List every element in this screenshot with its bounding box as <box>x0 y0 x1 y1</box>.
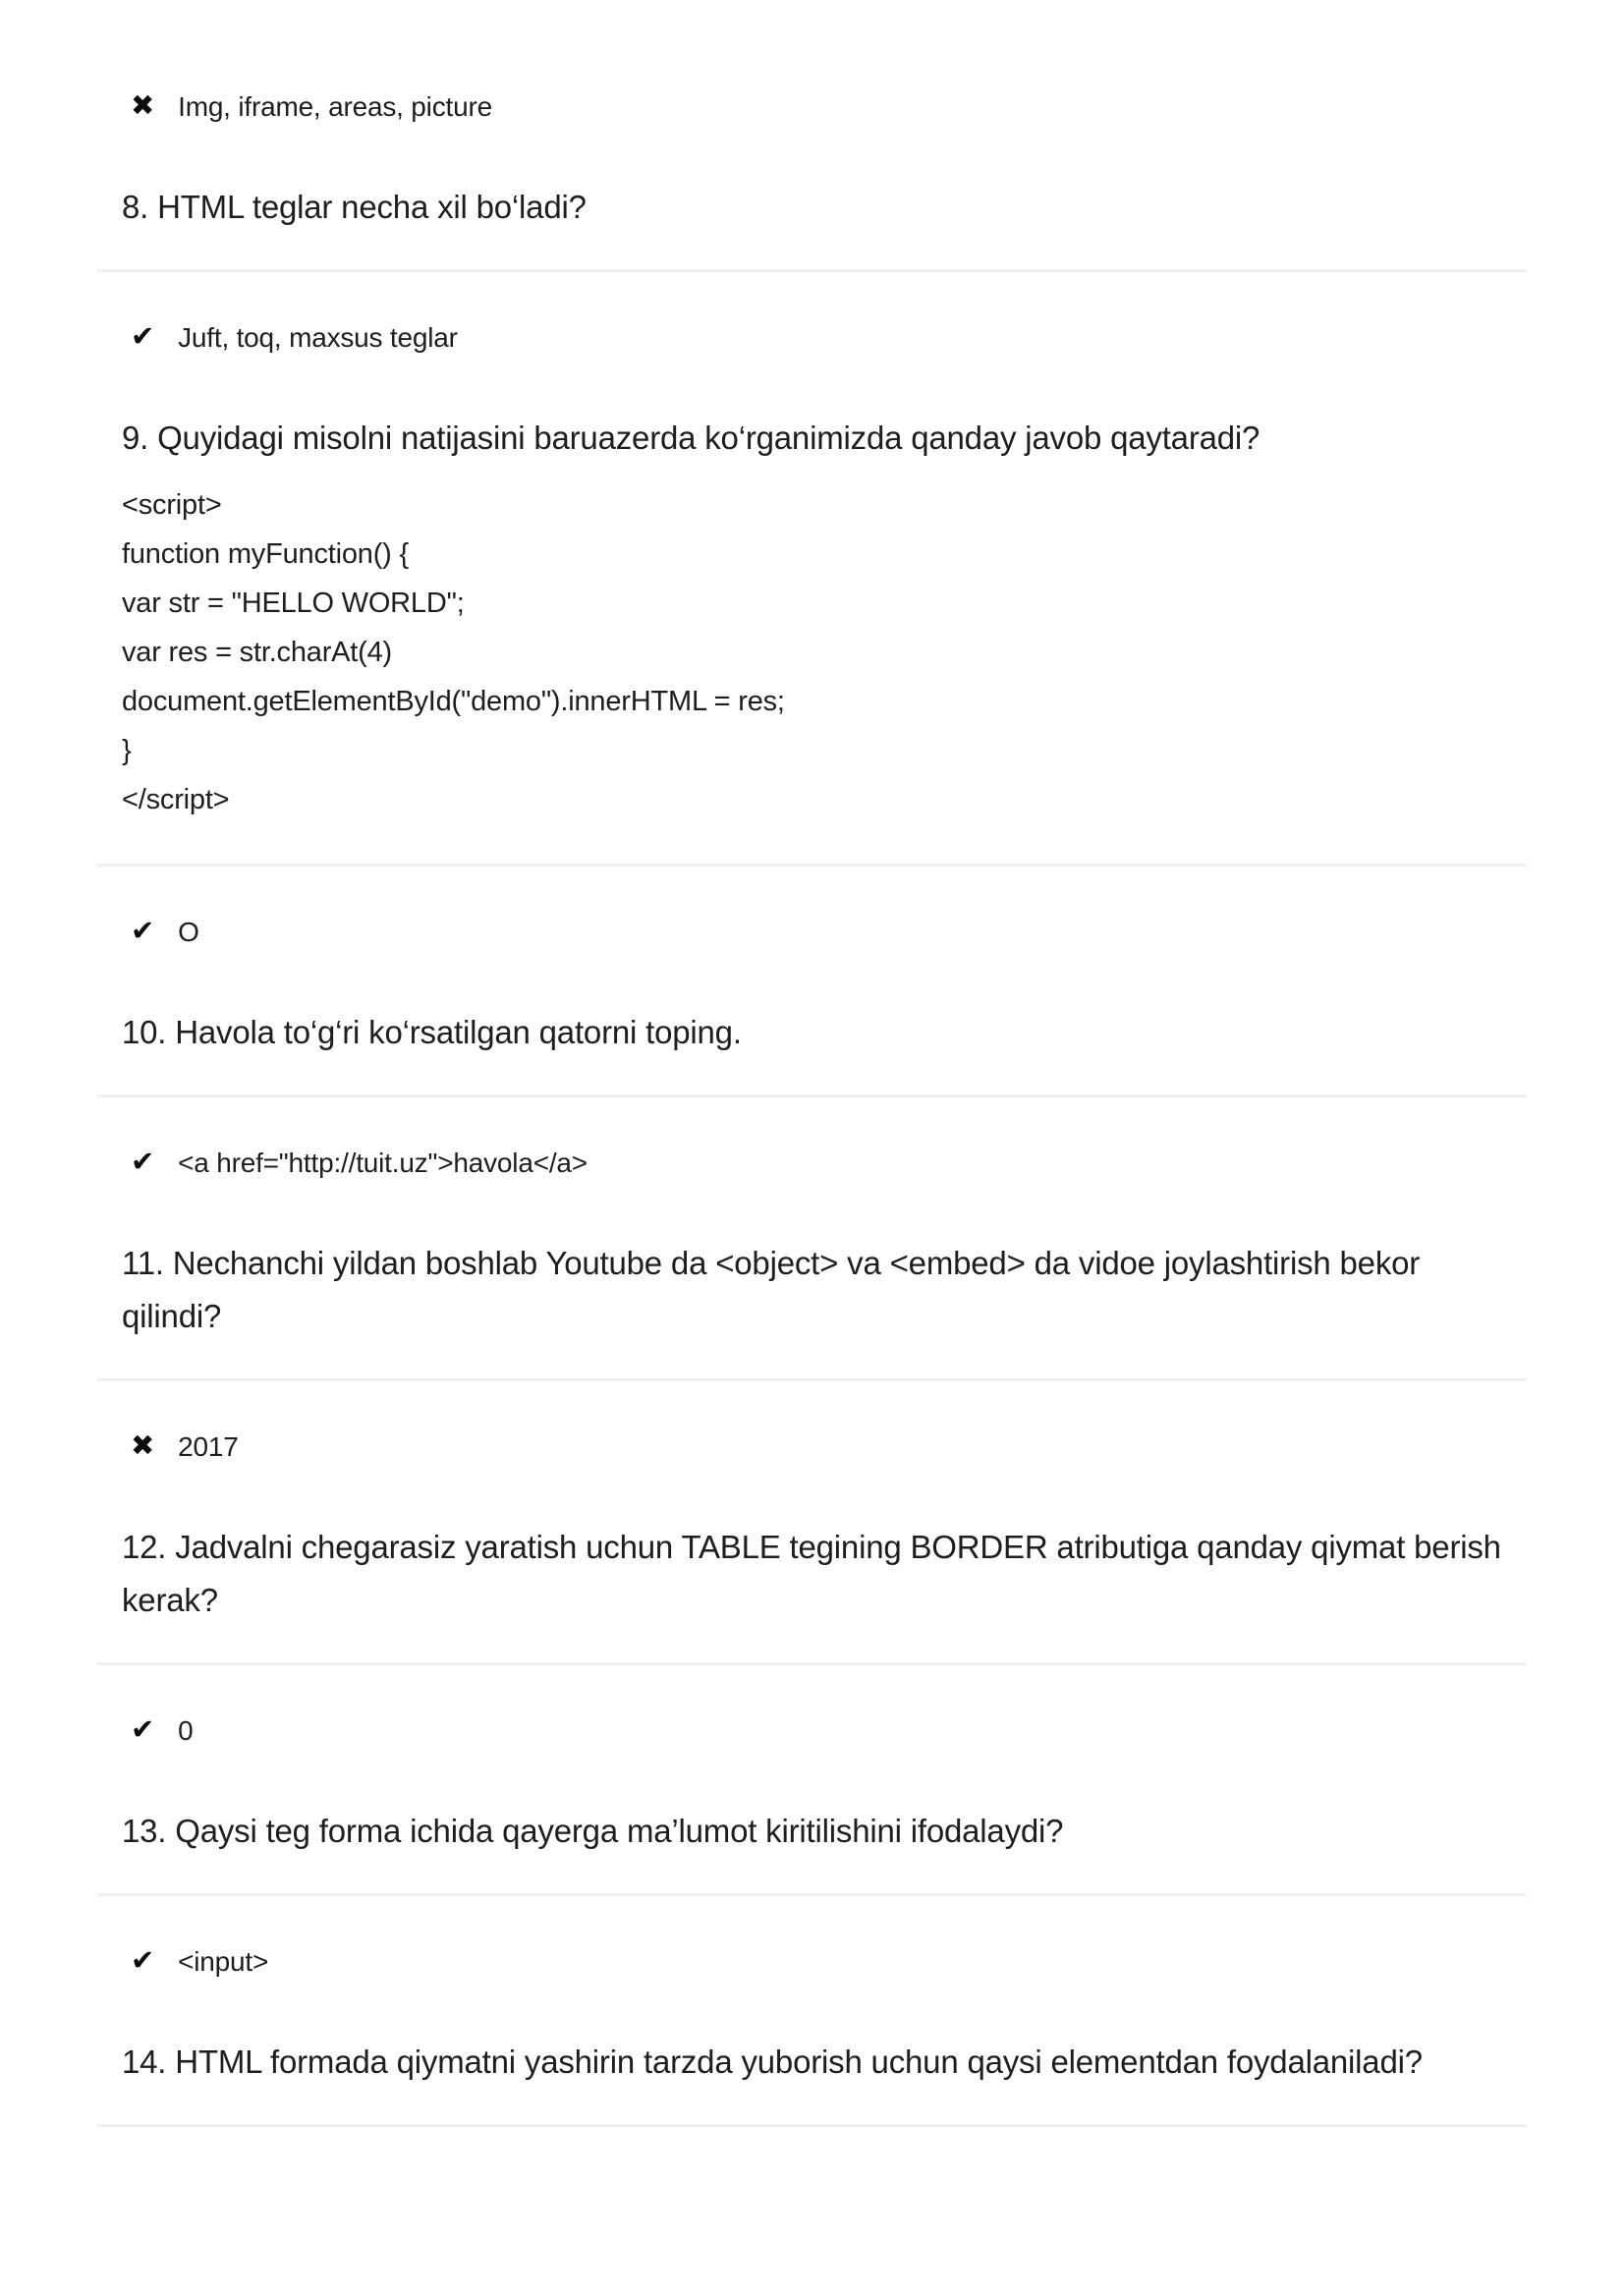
answer-text: 2017 <box>178 1431 239 1462</box>
question-9: 9. Quyidagi misolni natijasini baruazerda ko‘rganimizda qanday javob qaytaradi? <box>122 420 1260 456</box>
answer-text: Juft, toq, maxsus teglar <box>178 322 458 353</box>
code-line: var res = str.charAt(4) <box>122 637 393 668</box>
answer-row <box>96 1381 1527 1521</box>
code-line: } <box>122 735 132 766</box>
x-mark-icon: ✖ <box>131 1430 155 1462</box>
question-10: 10. Havola to‘g‘ri ko‘rsatilgan qatorni toping. <box>122 1014 742 1050</box>
question-11: 11. Nechanchi yildan boshlab Youtube da <object> va <embed> da vidoe joylashtirish bekor qilindi? <box>122 1245 1421 1334</box>
answer-text: 0 <box>178 1715 194 1746</box>
answer-text: O <box>178 917 199 947</box>
answer-row <box>96 63 1527 181</box>
x-mark-icon: ✖ <box>131 90 155 122</box>
code-line: var str = "HELLO WORLD"; <box>122 588 465 619</box>
answer-text: <a href="http://tuit.uz">havola</a> <box>178 1148 588 1178</box>
code-line: <script> <box>122 489 222 521</box>
answer-row <box>96 1665 1527 1805</box>
answer-row <box>96 867 1527 1006</box>
question-14: 14. HTML formada qiymatni yashirin tarzda yuborish uchun qaysi elementdan foydalaniladi? <box>122 2044 1423 2080</box>
check-mark-icon: ✔ <box>131 1147 155 1178</box>
check-mark-icon: ✔ <box>131 1714 155 1746</box>
check-mark-icon: ✔ <box>131 321 155 353</box>
answer-text: Img, iframe, areas, picture <box>178 91 492 122</box>
check-mark-icon: ✔ <box>131 916 155 947</box>
code-block <box>96 465 1505 864</box>
question-13: 13. Qaysi teg forma ichida qayerga ma’lumot kiritilishini ifodalaydi? <box>122 1813 1064 1849</box>
answer-row <box>96 1896 1527 2036</box>
question-12: 12. Jadvalni chegarasiz yaratish uchun TABLE tegining BORDER atributiga qanday qiymat berish kerak? <box>122 1529 1501 1618</box>
answer-row <box>96 1097 1527 1237</box>
check-mark-icon: ✔ <box>131 1945 155 1977</box>
answer-row <box>96 272 1527 412</box>
code-line: </script> <box>122 784 230 815</box>
code-line: function myFunction() { <box>122 538 409 570</box>
question-8: 8. HTML teglar necha xil bo‘ladi? <box>122 189 587 225</box>
answer-text: <input> <box>178 1946 269 1977</box>
divider <box>96 2124 1527 2127</box>
code-line: document.getElementById("demo").innerHTML = res; <box>122 686 785 717</box>
